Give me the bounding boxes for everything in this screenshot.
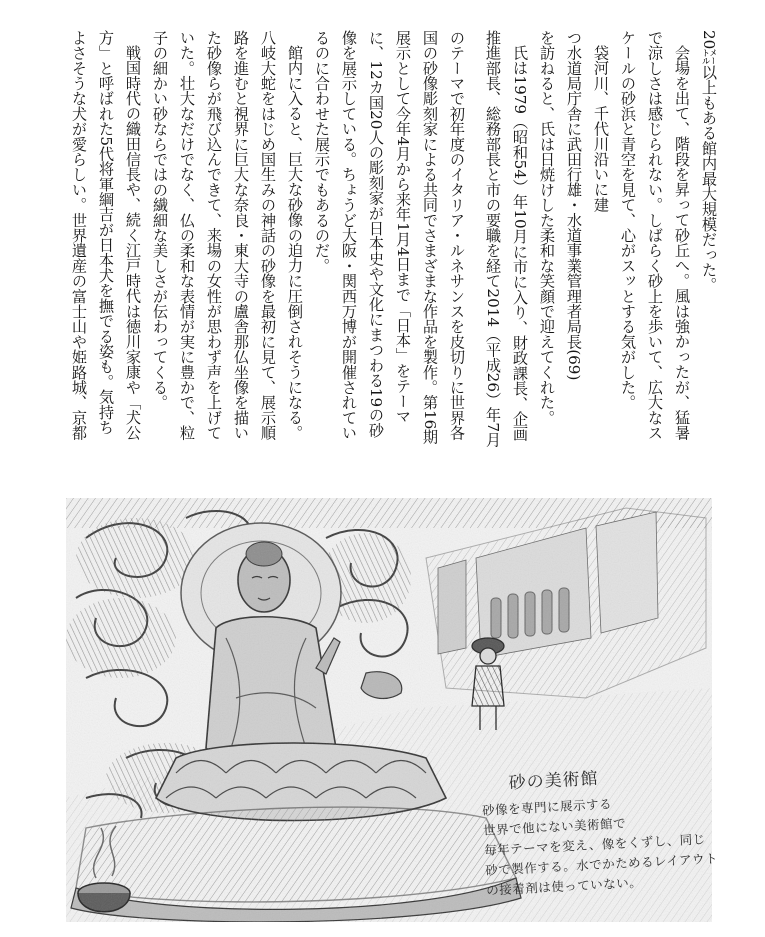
- article-heading-line: つ水道局庁舎に武田行雄・水道事業管理者局長(69): [565, 30, 583, 381]
- article-column-right: [482, 30, 722, 450]
- caption-title: 砂の美術館: [508, 768, 600, 794]
- article-paragraph: 会場を出て、階段を昇って砂丘へ。風は強かったが、猛暑で涼しさは感じられない。しばらく砂上を歩いて、広大なスケールの砂浜と青空を見て、心がスッとする気がした。: [619, 30, 691, 441]
- article-paragraph: 戦国時代の織田信長や、続く江戸時代は徳川家康や「犬公方」と呼ばれた5代将軍綱吉が日本犬を撫でる姿も。気持ちよさそうな犬が愛らしい。世界遺産の富士山や姫路城、京都: [70, 30, 142, 441]
- article-paragraph: を訪ねると、氏は日焼けした柔和な笑顔で迎えてくれた。: [538, 30, 556, 426]
- caption-line: 砂像を専門に展示する: [481, 796, 613, 818]
- article-paragraph: 氏は1979（昭和54）年10月に市に入り、財政課長、企画推進部長、総務部長と市の要職を経て2014（平成26）年7月: [484, 30, 529, 448]
- article-paragraph: のテーマで初年度のイタリア・ルネサンスを皮切りに世界各国の砂像彫刻家による共同でさまざまな作品を製作。第16期展示として今年4月から来年1月4日まで「日本」をテーマに、12カ国20人の彫刻家が日本史や文化にまつわる19の砂像を展示している。ちょうど大阪・関西万博が開催されているのに合わせた展示でもあるのだ。: [313, 30, 466, 445]
- sketch-caption: [480, 757, 738, 920]
- article-paragraph: 館内に入ると、巨大な砂像の迫力に圧倒されそうになる。八岐大蛇をはじめ国生みの神話の砂像を最初に見て、展示順路を進むと視界に巨大な奈良・東大寺の盧舎那仏坐像を描いた砂像らが飛び込んできて、来場の女性が思わず声を上げていた。壮大なだけでなく、仏の柔和な表情が実に豊かで、粒子の細かい砂ならではの繊細な美しさが伝わってくる。: [151, 30, 304, 441]
- caption-line: 毎年テーマを変え、像をくずし、同じ: [483, 831, 707, 858]
- caption-line: 世界で他にない美術館で: [482, 815, 627, 838]
- caption-line: 砂で製作する。水でかためるレイアウト: [484, 850, 719, 878]
- article-paragraph: 20㍍以上もある館内最大規模だった。: [700, 30, 718, 293]
- caption-line: の接着剤は使っていない。: [485, 874, 643, 898]
- article-heading-line: 袋河川、千代川沿いに建: [592, 45, 610, 213]
- section-marker: [722, 30, 750, 450]
- article-column-left: [60, 30, 470, 450]
